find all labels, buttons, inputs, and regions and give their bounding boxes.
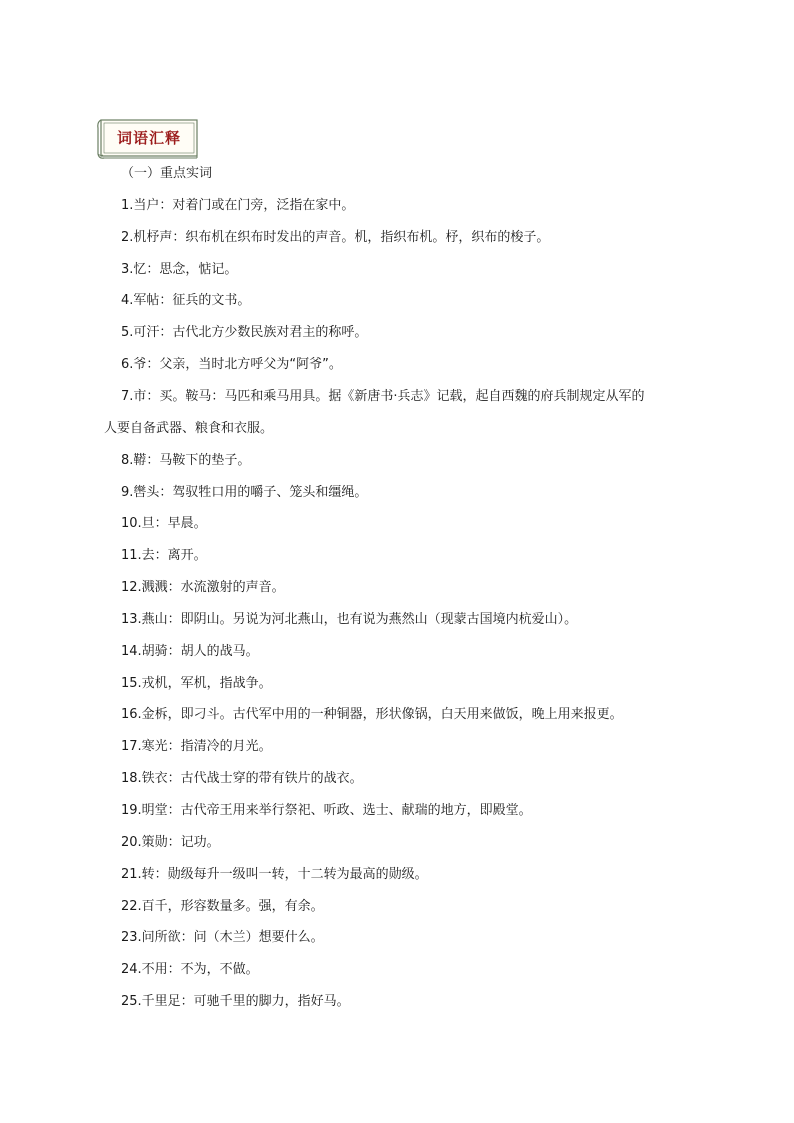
list-item: 24.不用：不为，不做。 (121, 962, 259, 977)
list-item-continuation: 人要自备武器、粮食和衣服。 (104, 421, 274, 436)
list-item: 17.寒光：指清冷的月光。 (121, 739, 272, 754)
list-item: 6.爷：父亲，当时北方呼父为“阿爷”。 (121, 357, 342, 372)
list-item: 3.忆：思念，惦记。 (121, 262, 238, 277)
list-item: 9.辔头：驾驭牲口用的嚼子、笼头和缰绳。 (121, 485, 368, 500)
list-item: 12.溅溅：水流激射的声音。 (121, 580, 285, 595)
list-item: 8.鞯：马鞍下的垫子。 (121, 453, 251, 468)
list-item: 5.可汗：古代北方少数民族对君主的称呼。 (121, 325, 368, 340)
list-item: 20.策勋：记功。 (121, 835, 220, 850)
list-item: 25.千里足：可驰千里的脚力，指好马。 (121, 994, 350, 1009)
list-item: 13.燕山：即阴山。另说为河北燕山，也有说为燕然山（现蒙古国境内杭爱山）。 (121, 612, 578, 627)
list-item: 23.问所欲：问（木兰）想要什么。 (121, 930, 324, 945)
list-item: 14.胡骑：胡人的战马。 (121, 644, 259, 659)
list-item: 10.旦：早晨。 (121, 516, 207, 531)
list-item: 18.铁衣：古代战士穿的带有铁片的战衣。 (121, 771, 363, 786)
list-item: 16.金柝，即刁斗。古代军中用的一种铜器，形状像锅，白天用来做饭，晚上用来报更。 (121, 707, 623, 722)
list-item: 1.当户：对着门或在门旁，泛指在家中。 (121, 198, 355, 213)
list-item: 7.市：买。鞍马：马匹和乘马用具。据《新唐书·兵志》记载，起自西魏的府兵制规定从军的 (121, 389, 645, 404)
list-item: 11.去：离开。 (121, 548, 207, 563)
list-item: 2.机杼声：织布机在织布时发出的声音。机，指织布机。杼，织布的梭子。 (121, 230, 550, 245)
list-item: 4.军帖：征兵的文书。 (121, 293, 251, 308)
section-title: 词语汇释 (116, 129, 181, 147)
list-item: 19.明堂：古代帝王用来举行祭祀、听政、选士、献瑞的地方，即殿堂。 (121, 803, 532, 818)
list-item: 22.百千，形容数量多。强，有余。 (121, 899, 324, 914)
section-heading: （一）重点实词 (121, 166, 213, 181)
list-item: 21.转：勋级每升一级叫一转，十二转为最高的勋级。 (121, 867, 428, 882)
section-title-banner (97, 118, 201, 160)
list-item: 15.戎机，军机，指战争。 (121, 676, 272, 691)
